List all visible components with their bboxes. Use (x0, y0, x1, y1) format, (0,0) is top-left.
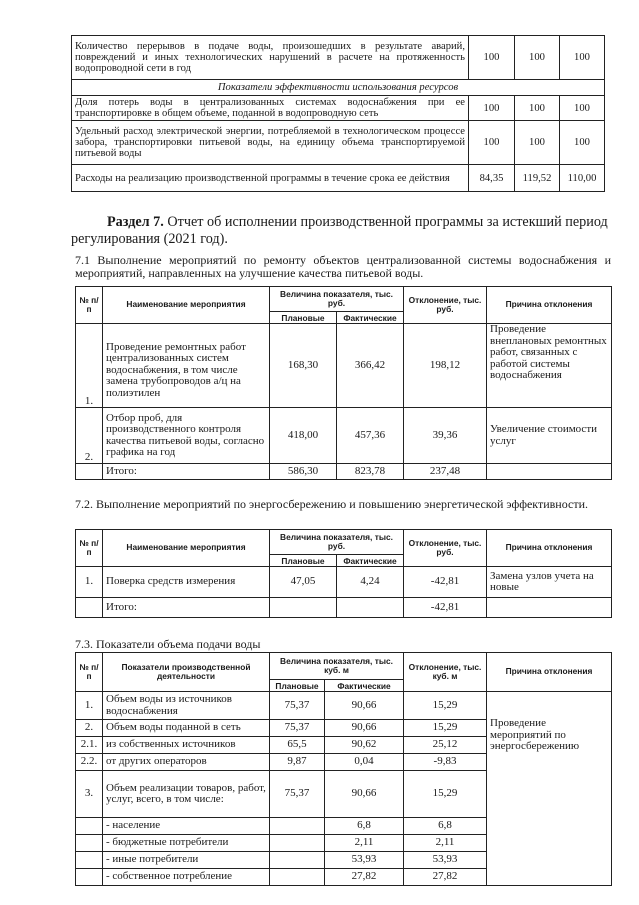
value-cell: 100 (469, 96, 515, 121)
col-name-header: Наименование мероприятия (103, 287, 270, 324)
total-label: Итого: (103, 598, 270, 618)
row-num: 2.2. (76, 754, 103, 771)
deviation-value: 53,93 (404, 852, 487, 869)
col-plan-header: Плановые (270, 312, 337, 324)
value-cell: 100 (469, 121, 515, 165)
plan-value: 168,30 (270, 324, 337, 408)
deviation-value: 2,11 (404, 835, 487, 852)
plan-value: 75,37 (270, 720, 325, 737)
plan-value: 47,05 (270, 567, 337, 598)
indicator-label: Расходы на реализацию производственной программы в течение срока ее действия (72, 165, 469, 192)
deviation-value: 15,29 (404, 720, 487, 737)
row-num: 2. (76, 720, 103, 737)
plan-value (270, 869, 325, 886)
indicator-name: Объем реализации товаров, работ, услуг, всего, в том числе: (103, 771, 270, 818)
table-row (76, 324, 612, 408)
total-row (76, 598, 612, 618)
table-row (72, 96, 605, 121)
value-cell: 100 (515, 121, 560, 165)
deviation-value: 39,36 (404, 408, 487, 464)
plan-value: 65,5 (270, 737, 325, 754)
plan-value (270, 818, 325, 835)
section-heading (71, 214, 611, 247)
fact-value: 90,66 (325, 771, 404, 818)
plan-value: 75,37 (270, 692, 325, 720)
row-num (76, 869, 103, 886)
fact-value: 6,8 (325, 818, 404, 835)
col-fact-header: Фактические (337, 312, 404, 324)
total-deviation: -42,81 (404, 598, 487, 618)
row-num (76, 852, 103, 869)
fact-value: 27,82 (325, 869, 404, 886)
fact-value: 366,42 (337, 324, 404, 408)
deviation-value: 6,8 (404, 818, 487, 835)
subsection-7-3-caption: 7.3. Показатели объема подачи воды (75, 637, 261, 651)
fact-value: 4,24 (337, 567, 404, 598)
total-deviation: 237,48 (404, 464, 487, 480)
row-num: 2. (76, 408, 103, 464)
deviation-value: 15,29 (404, 771, 487, 818)
row-num: 1. (76, 324, 103, 408)
efficiency-table (71, 35, 605, 192)
table-row (72, 165, 605, 192)
indicator-name: Объем воды поданной в сеть (103, 720, 270, 737)
fact-value: 53,93 (325, 852, 404, 869)
subsection-7-1-caption: 7.1 Выполнение мероприятий по ремонту объектов централизованной системы водоснабжения и мероприятий, направленных на улучшение качества питьевой воды. (75, 253, 611, 280)
row-num: 1. (76, 692, 103, 720)
deviation-reason: Увеличение стоимости услуг (487, 408, 612, 464)
col-reason-header: Причина отклонения (487, 287, 612, 324)
total-plan: 586,30 (270, 464, 337, 480)
col-name-header: Показатели производственной деятельности (103, 653, 270, 692)
measure-name: Проведение ремонтных работ централизованных систем водоснабжения, в том числе замена трубопроводов а/ц на полиэтилен (103, 324, 270, 408)
fact-value: 2,11 (325, 835, 404, 852)
row-num (76, 818, 103, 835)
value-cell: 100 (515, 36, 560, 80)
value-cell: 100 (560, 96, 605, 121)
measure-name: Поверка средств измерения (103, 567, 270, 598)
col-deviation-header: Отклонение, тыс. руб. (404, 287, 487, 324)
value-cell: 119,52 (515, 165, 560, 192)
plan-value: 9,87 (270, 754, 325, 771)
col-plan-header: Плановые (270, 680, 325, 692)
measure-name: Отбор проб, для производственного контроля качества питьевой воды, согласно графика на год (103, 408, 270, 464)
deviation-reason: Проведение мероприятий по энергосбережению (487, 692, 612, 886)
deviation-value: 15,29 (404, 692, 487, 720)
subsection-7-2-caption: 7.2. Выполнение мероприятий по энергосбережению и повышению энергетической эффективности. (75, 497, 589, 511)
col-plan-header: Плановые (270, 555, 337, 567)
deviation-value: 27,82 (404, 869, 487, 886)
fact-value: 90,66 (325, 720, 404, 737)
indicator-name: - население (103, 818, 270, 835)
row-num: 2.1. (76, 737, 103, 754)
col-num-header: № п/п (76, 287, 103, 324)
value-cell: 110,00 (560, 165, 605, 192)
energy-measures-table (75, 529, 612, 618)
total-row (76, 464, 612, 480)
repair-measures-table (75, 286, 612, 480)
indicator-name: Объем воды из источников водоснабжения (103, 692, 270, 720)
water-volume-table (75, 652, 612, 886)
indicator-label: Удельный расход электрической энергии, потребляемой в технологическом процессе забора, транспортировки питьевой воды, на единицу объема транспортируемой питьевой воды (72, 121, 469, 165)
row-num: 1. (76, 567, 103, 598)
col-fact-header: Фактические (325, 680, 404, 692)
col-name-header: Наименование мероприятия (103, 530, 270, 567)
indicator-name: - бюджетные потребители (103, 835, 270, 852)
value-cell: 100 (560, 121, 605, 165)
deviation-value: -9,83 (404, 754, 487, 771)
row-num: 3. (76, 771, 103, 818)
value-cell: 100 (560, 36, 605, 80)
table-row (76, 567, 612, 598)
section-heading-bold: Раздел 7. (107, 214, 164, 230)
total-fact: 823,78 (337, 464, 404, 480)
table-row (72, 36, 605, 80)
total-label: Итого: (103, 464, 270, 480)
indicator-name: от других операторов (103, 754, 270, 771)
fact-value: 90,66 (325, 692, 404, 720)
col-fact-header: Фактические (337, 555, 404, 567)
row-num (76, 835, 103, 852)
fact-value: 457,36 (337, 408, 404, 464)
deviation-reason: Проведение внеплановых ремонтных работ, связанных с работой системы водоснабжения (487, 324, 612, 408)
indicator-label: Доля потерь воды в централизованных системах водоснабжения при ее транспортировке в общем объеме, поданной в водопроводную сеть (72, 96, 469, 121)
col-value-header: Величина показателя, тыс. руб. (270, 530, 404, 555)
value-cell: 100 (515, 96, 560, 121)
indicator-name: - собственное потребление (103, 869, 270, 886)
col-value-header: Величина показателя, тыс. руб. (270, 287, 404, 312)
col-value-header: Величина показателя, тыс. куб. м (270, 653, 404, 680)
table-row (76, 408, 612, 464)
indicator-label: Количество перерывов в подаче воды, произошедших в результате аварий, повреждений и иных технологических нарушений в расчете на протяженность водопроводной сети в год (72, 36, 469, 80)
section-heading-text: Отчет об исполнении производственной программы за истекший период регулирования (2021 год). (71, 214, 608, 247)
section-title: Показатели эффективности использования ресурсов (72, 80, 605, 96)
col-reason-header: Причина отклонения (487, 530, 612, 567)
deviation-value: -42,81 (404, 567, 487, 598)
deviation-reason: Замена узлов учета на новые (487, 567, 612, 598)
table-row (76, 692, 612, 720)
col-deviation-header: Отклонение, тыс. куб. м (404, 653, 487, 692)
plan-value: 418,00 (270, 408, 337, 464)
deviation-value: 25,12 (404, 737, 487, 754)
indicator-name: из собственных источников (103, 737, 270, 754)
indicator-name: - иные потребители (103, 852, 270, 869)
fact-value: 0,04 (325, 754, 404, 771)
value-cell: 84,35 (469, 165, 515, 192)
deviation-value: 198,12 (404, 324, 487, 408)
col-reason-header: Причина отклонения (487, 653, 612, 692)
plan-value (270, 852, 325, 869)
plan-value: 75,37 (270, 771, 325, 818)
col-num-header: № п/п (76, 530, 103, 567)
plan-value (270, 835, 325, 852)
col-num-header: № п/п (76, 653, 103, 692)
table-row (72, 121, 605, 165)
section-row (72, 80, 605, 96)
value-cell: 100 (469, 36, 515, 80)
fact-value: 90,62 (325, 737, 404, 754)
col-deviation-header: Отклонение, тыс. руб. (404, 530, 487, 567)
